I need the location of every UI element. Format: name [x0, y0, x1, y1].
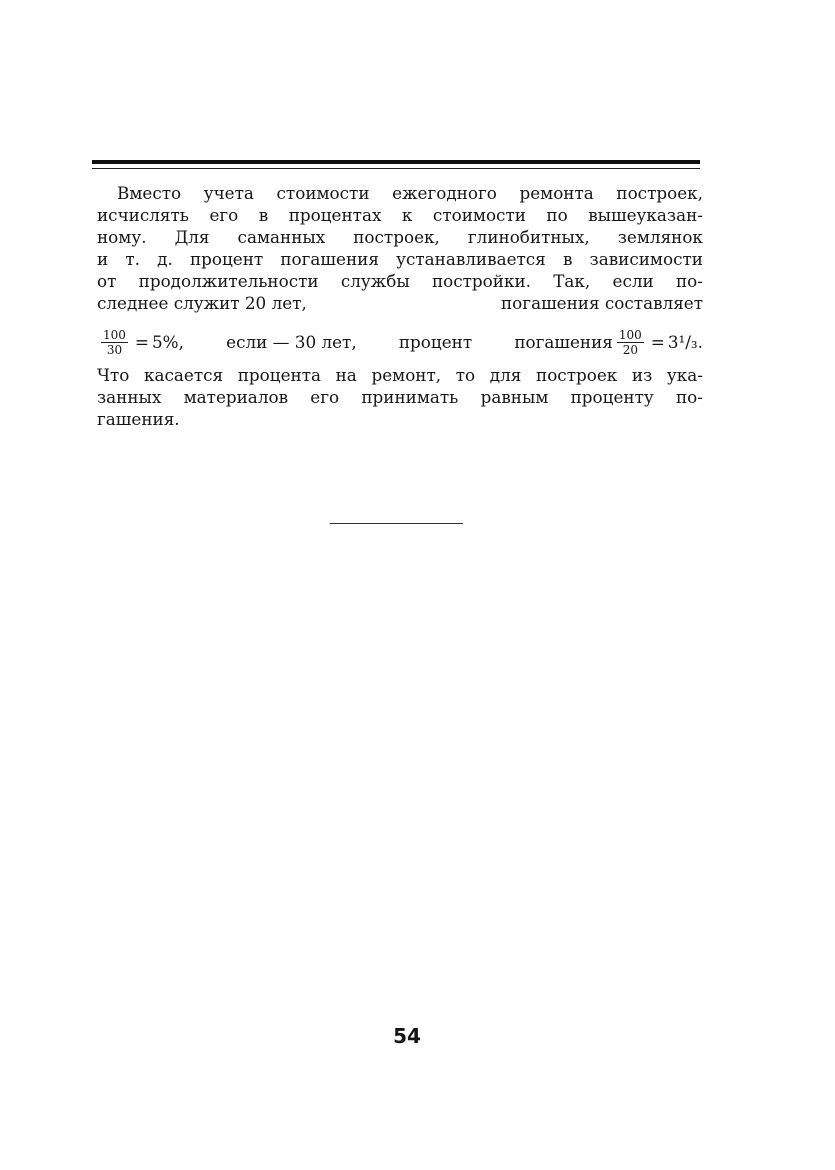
word: материалов	[183, 387, 289, 407]
word: исчислять	[97, 205, 189, 225]
formula-result: 5%,	[151, 332, 184, 352]
word: саманных	[237, 227, 326, 247]
formula-text: погашения	[514, 332, 613, 352]
word: процента	[237, 365, 321, 385]
text-line	[97, 204, 703, 226]
page-number: 54	[393, 1024, 421, 1048]
word: Так,	[553, 271, 591, 291]
fraction-numerator: 100	[618, 327, 642, 342]
text-line	[97, 226, 703, 248]
word: проценту	[570, 387, 654, 407]
word: вышеуказан-	[588, 205, 703, 225]
word: ежегодного	[392, 183, 497, 203]
word: по	[546, 205, 568, 225]
word: если	[612, 271, 654, 291]
word: зависимости	[589, 249, 703, 269]
word: учета	[203, 183, 254, 203]
text-line	[97, 292, 703, 314]
word: процент	[189, 249, 264, 269]
fraction-100-30	[101, 328, 128, 357]
word: т.	[125, 249, 140, 269]
word: продолжительности	[138, 271, 319, 291]
word: для	[489, 365, 522, 385]
line-start: следнее служит 20 лет,	[97, 293, 307, 313]
formula-1	[97, 328, 184, 357]
word: погашения	[280, 249, 379, 269]
fraction-denominator: 30	[106, 342, 123, 357]
word: построек,	[353, 227, 440, 247]
text-line	[97, 364, 703, 386]
word: Что	[97, 365, 130, 385]
word: ремонт,	[371, 365, 442, 385]
body-text	[97, 182, 703, 430]
word: равным	[480, 387, 549, 407]
word: из	[631, 365, 653, 385]
fraction-numerator: 100	[103, 327, 126, 342]
equals-sign: =	[134, 332, 149, 352]
word: постройки.	[431, 271, 531, 291]
text-line	[97, 182, 703, 204]
line-end: погашения составляет	[500, 293, 703, 313]
formula-2	[514, 328, 703, 357]
word: землянок	[617, 227, 703, 247]
word: устанавливается	[396, 249, 546, 269]
text-line	[97, 408, 703, 430]
top-rule-thick	[92, 160, 700, 164]
word: глинобитных,	[467, 227, 590, 247]
word: в	[562, 249, 573, 269]
word: и	[97, 249, 109, 269]
word: касается	[144, 365, 224, 385]
word: от	[97, 271, 117, 291]
word: ука-	[666, 365, 703, 385]
word: принимать	[361, 387, 459, 407]
word: занных	[97, 387, 162, 407]
word: в	[258, 205, 269, 225]
formula-text: процент	[398, 332, 473, 352]
section-divider	[330, 523, 463, 524]
equals-sign: =	[650, 332, 665, 352]
word: то	[455, 365, 476, 385]
word: Для	[174, 227, 210, 247]
word: ремонта	[519, 183, 594, 203]
word: стоимости	[432, 205, 526, 225]
word: ному.	[97, 227, 147, 247]
word: по-	[675, 271, 703, 291]
word: на	[335, 365, 357, 385]
top-double-rule	[92, 160, 700, 171]
word: процентах	[288, 205, 382, 225]
word: к	[401, 205, 413, 225]
word: д.	[157, 249, 173, 269]
top-rule-thin	[92, 168, 700, 169]
fraction-100-20	[617, 328, 644, 357]
text-line	[97, 248, 703, 270]
word: Вместо	[117, 183, 182, 203]
word: построек,	[616, 183, 703, 203]
word: по-	[675, 387, 703, 407]
word: построек	[536, 365, 618, 385]
fraction-denominator: 20	[622, 342, 638, 357]
formula-line	[97, 320, 703, 364]
word: его	[310, 387, 340, 407]
word: его	[209, 205, 239, 225]
word: стоимости	[276, 183, 370, 203]
text-line	[97, 270, 703, 292]
text-line	[97, 386, 703, 408]
formula-text: если — 30 лет,	[226, 332, 357, 352]
word: службы	[340, 271, 410, 291]
word: гашения.	[97, 409, 180, 429]
formula-result: 3¹/₃.	[667, 332, 703, 352]
